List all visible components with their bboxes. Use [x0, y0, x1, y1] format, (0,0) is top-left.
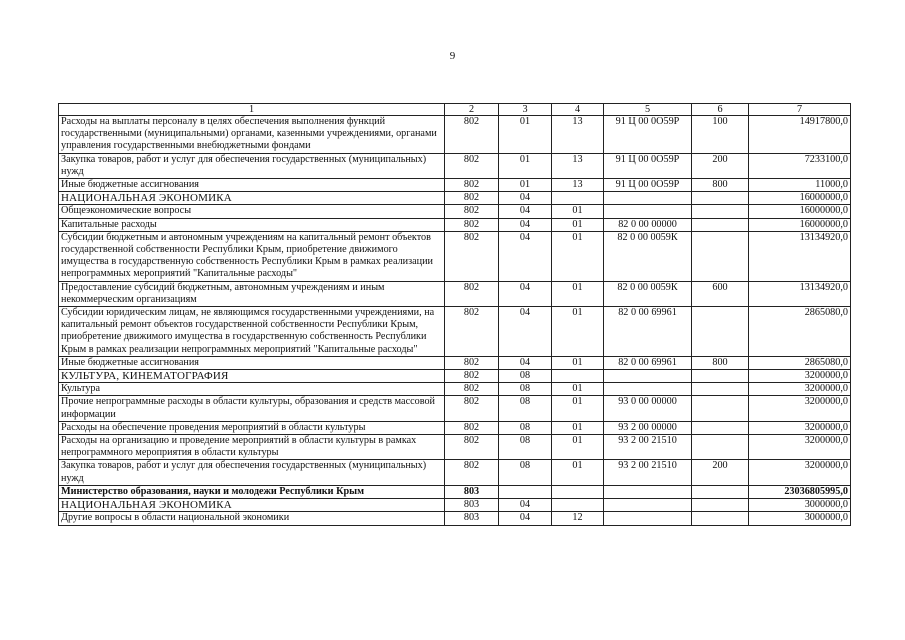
table-row [59, 153, 851, 178]
subsection-code-cell: 01 [552, 435, 604, 460]
row-name-cell: Закупка товаров, работ и услуг для обеспечения государственных (муниципальных) нужд [59, 460, 445, 485]
row-name-cell: Расходы на обеспечение проведения мероприятий в области культуры [59, 421, 445, 434]
table-row [59, 281, 851, 306]
expense-type-cell [692, 435, 749, 460]
row-name-cell: НАЦИОНАЛЬНАЯ ЭКОНОМИКА [59, 192, 445, 205]
subsection-code-cell: 01 [552, 356, 604, 369]
ministry-code-cell: 802 [445, 383, 499, 396]
table-row [59, 512, 851, 525]
expense-type-cell [692, 396, 749, 421]
amount-cell: 3200000,0 [749, 383, 851, 396]
expense-type-cell [692, 512, 749, 525]
page-number: 9 [449, 50, 456, 62]
target-article-cell: 93 2 00 00000 [604, 421, 692, 434]
expense-type-cell: 600 [692, 281, 749, 306]
ministry-code-cell: 802 [445, 307, 499, 357]
table-row [59, 231, 851, 281]
ministry-code-cell: 802 [445, 192, 499, 205]
row-name-cell: КУЛЬТУРА, КИНЕМАТОГРАФИЯ [59, 370, 445, 383]
section-code-cell: 01 [499, 179, 552, 192]
subsection-code-cell: 01 [552, 218, 604, 231]
row-name-cell: Иные бюджетные ассигнования [59, 179, 445, 192]
row-name-cell: Расходы на выплаты персоналу в целях обеспечения выполнения функций государственными (муниципальными) органами, казенными учреждениями, органами управления государственными внебюджетными фондами [59, 116, 445, 154]
expense-type-cell [692, 383, 749, 396]
expense-type-cell [692, 307, 749, 357]
table-row [59, 435, 851, 460]
subsection-code-cell [552, 370, 604, 383]
column-header: 6 [692, 104, 749, 116]
table-row [59, 356, 851, 369]
table-row [59, 499, 851, 512]
table-row [59, 396, 851, 421]
section-code-cell: 01 [499, 116, 552, 154]
row-name-cell: Культура [59, 383, 445, 396]
subsection-code-cell: 01 [552, 383, 604, 396]
target-article-cell [604, 205, 692, 218]
ministry-code-cell: 802 [445, 396, 499, 421]
target-article-cell: 93 2 00 21510 [604, 460, 692, 485]
target-article-cell [604, 370, 692, 383]
subsection-code-cell: 01 [552, 396, 604, 421]
row-name-cell: Капитальные расходы [59, 218, 445, 231]
expense-type-cell: 800 [692, 179, 749, 192]
column-header: 3 [499, 104, 552, 116]
row-name-cell: Прочие непрограммные расходы в области культуры, образования и средств массовой информации [59, 396, 445, 421]
target-article-cell [604, 499, 692, 512]
target-article-cell: 91 Ц 00 0О59Р [604, 153, 692, 178]
ministry-code-cell: 802 [445, 460, 499, 485]
header-row [59, 104, 851, 116]
section-code-cell: 04 [499, 231, 552, 281]
section-code-cell: 04 [499, 281, 552, 306]
section-code-cell: 08 [499, 460, 552, 485]
expense-type-cell [692, 370, 749, 383]
section-code-cell: 04 [499, 205, 552, 218]
ministry-code-cell: 802 [445, 179, 499, 192]
expense-type-cell [692, 218, 749, 231]
amount-cell: 3000000,0 [749, 512, 851, 525]
ministry-code-cell: 802 [445, 231, 499, 281]
expense-type-cell: 200 [692, 153, 749, 178]
table-row [59, 307, 851, 357]
row-name-cell: Общеэкономические вопросы [59, 205, 445, 218]
subsection-code-cell: 01 [552, 460, 604, 485]
ministry-code-cell: 802 [445, 370, 499, 383]
table-row [59, 421, 851, 434]
table-row [59, 218, 851, 231]
amount-cell: 16000000,0 [749, 205, 851, 218]
ministry-code-cell: 802 [445, 356, 499, 369]
row-name-cell: Министерство образования, науки и молодежи Республики Крым [59, 485, 445, 498]
amount-cell: 13134920,0 [749, 281, 851, 306]
row-name-cell: Расходы на организацию и проведение мероприятий в области культуры в рамках непрограммного мероприятия в области культуры [59, 435, 445, 460]
row-name-cell: Иные бюджетные ассигнования [59, 356, 445, 369]
table-row [59, 485, 851, 498]
section-code-cell: 04 [499, 192, 552, 205]
section-code-cell: 01 [499, 153, 552, 178]
section-code-cell: 08 [499, 435, 552, 460]
table-row [59, 192, 851, 205]
section-code-cell: 08 [499, 383, 552, 396]
section-code-cell: 04 [499, 356, 552, 369]
expense-type-cell [692, 231, 749, 281]
subsection-code-cell [552, 499, 604, 512]
subsection-code-cell: 13 [552, 116, 604, 154]
expense-type-cell: 800 [692, 356, 749, 369]
section-code-cell: 08 [499, 396, 552, 421]
ministry-code-cell: 802 [445, 218, 499, 231]
table-row [59, 383, 851, 396]
subsection-code-cell: 13 [552, 179, 604, 192]
target-article-cell: 93 0 00 00000 [604, 396, 692, 421]
amount-cell: 2865080,0 [749, 356, 851, 369]
section-code-cell [499, 485, 552, 498]
amount-cell: 14917800,0 [749, 116, 851, 154]
target-article-cell [604, 192, 692, 205]
expense-type-cell: 100 [692, 116, 749, 154]
amount-cell: 3200000,0 [749, 435, 851, 460]
column-header: 4 [552, 104, 604, 116]
row-name-cell: Предоставление субсидий бюджетным, автономным учреждениям и иным некоммерческим организациям [59, 281, 445, 306]
amount-cell: 16000000,0 [749, 192, 851, 205]
section-code-cell: 08 [499, 421, 552, 434]
subsection-code-cell: 01 [552, 421, 604, 434]
ministry-code-cell: 802 [445, 205, 499, 218]
table-row [59, 179, 851, 192]
expense-type-cell [692, 205, 749, 218]
target-article-cell [604, 383, 692, 396]
target-article-cell: 91 Ц 00 0О59Р [604, 116, 692, 154]
subsection-code-cell: 13 [552, 153, 604, 178]
ministry-code-cell: 802 [445, 421, 499, 434]
amount-cell: 3200000,0 [749, 396, 851, 421]
row-name-cell: НАЦИОНАЛЬНАЯ ЭКОНОМИКА [59, 499, 445, 512]
target-article-cell: 82 0 00 69961 [604, 356, 692, 369]
amount-cell: 2865080,0 [749, 307, 851, 357]
target-article-cell [604, 512, 692, 525]
table-row [59, 460, 851, 485]
row-name-cell: Закупка товаров, работ и услуг для обеспечения государственных (муниципальных) нужд [59, 153, 445, 178]
table-row [59, 205, 851, 218]
target-article-cell [604, 485, 692, 498]
ministry-code-cell: 802 [445, 281, 499, 306]
expense-type-cell [692, 499, 749, 512]
target-article-cell: 82 0 00 0059К [604, 281, 692, 306]
table-row [59, 116, 851, 154]
amount-cell: 3200000,0 [749, 421, 851, 434]
column-header: 2 [445, 104, 499, 116]
expense-type-cell [692, 485, 749, 498]
amount-cell: 16000000,0 [749, 218, 851, 231]
column-header: 1 [59, 104, 445, 116]
section-code-cell: 04 [499, 218, 552, 231]
row-name-cell: Субсидии юридическим лицам, не являющимся государственными учреждениями, на капитальный ремонт объектов государственной собственности Республики Крым, приобретение движимого имущества в государственную собственность Республики Крым в рамках реализации непрограммных мероприятий "Капитальные расходы" [59, 307, 445, 357]
section-code-cell: 04 [499, 512, 552, 525]
row-name-cell: Другие вопросы в области национальной экономики [59, 512, 445, 525]
column-header: 7 [749, 104, 851, 116]
target-article-cell: 93 2 00 21510 [604, 435, 692, 460]
amount-cell: 23036805995,0 [749, 485, 851, 498]
expense-type-cell: 200 [692, 460, 749, 485]
target-article-cell: 82 0 00 69961 [604, 307, 692, 357]
amount-cell: 13134920,0 [749, 231, 851, 281]
expense-type-cell [692, 192, 749, 205]
table-row [59, 370, 851, 383]
ministry-code-cell: 802 [445, 116, 499, 154]
target-article-cell: 91 Ц 00 0О59Р [604, 179, 692, 192]
section-code-cell: 04 [499, 499, 552, 512]
amount-cell: 3200000,0 [749, 370, 851, 383]
section-code-cell: 08 [499, 370, 552, 383]
subsection-code-cell: 01 [552, 205, 604, 218]
target-article-cell: 82 0 00 0059К [604, 231, 692, 281]
subsection-code-cell: 01 [552, 281, 604, 306]
row-name-cell: Субсидии бюджетным и автономным учреждениям на капитальный ремонт объектов государственной собственности Республики Крым, приобретение движимого имущества в государственную собственность Республики Крым в рамках реализации непрограммных мероприятий "Капитальные расходы" [59, 231, 445, 281]
amount-cell: 11000,0 [749, 179, 851, 192]
section-code-cell: 04 [499, 307, 552, 357]
amount-cell: 7233100,0 [749, 153, 851, 178]
ministry-code-cell: 802 [445, 153, 499, 178]
expense-type-cell [692, 421, 749, 434]
subsection-code-cell [552, 485, 604, 498]
column-header: 5 [604, 104, 692, 116]
subsection-code-cell: 01 [552, 231, 604, 281]
subsection-code-cell: 01 [552, 307, 604, 357]
amount-cell: 3000000,0 [749, 499, 851, 512]
amount-cell: 3200000,0 [749, 460, 851, 485]
subsection-code-cell: 12 [552, 512, 604, 525]
ministry-code-cell: 803 [445, 485, 499, 498]
ministry-code-cell: 803 [445, 512, 499, 525]
ministry-code-cell: 802 [445, 435, 499, 460]
ministry-code-cell: 803 [445, 499, 499, 512]
budget-table [58, 103, 851, 526]
subsection-code-cell [552, 192, 604, 205]
target-article-cell: 82 0 00 00000 [604, 218, 692, 231]
